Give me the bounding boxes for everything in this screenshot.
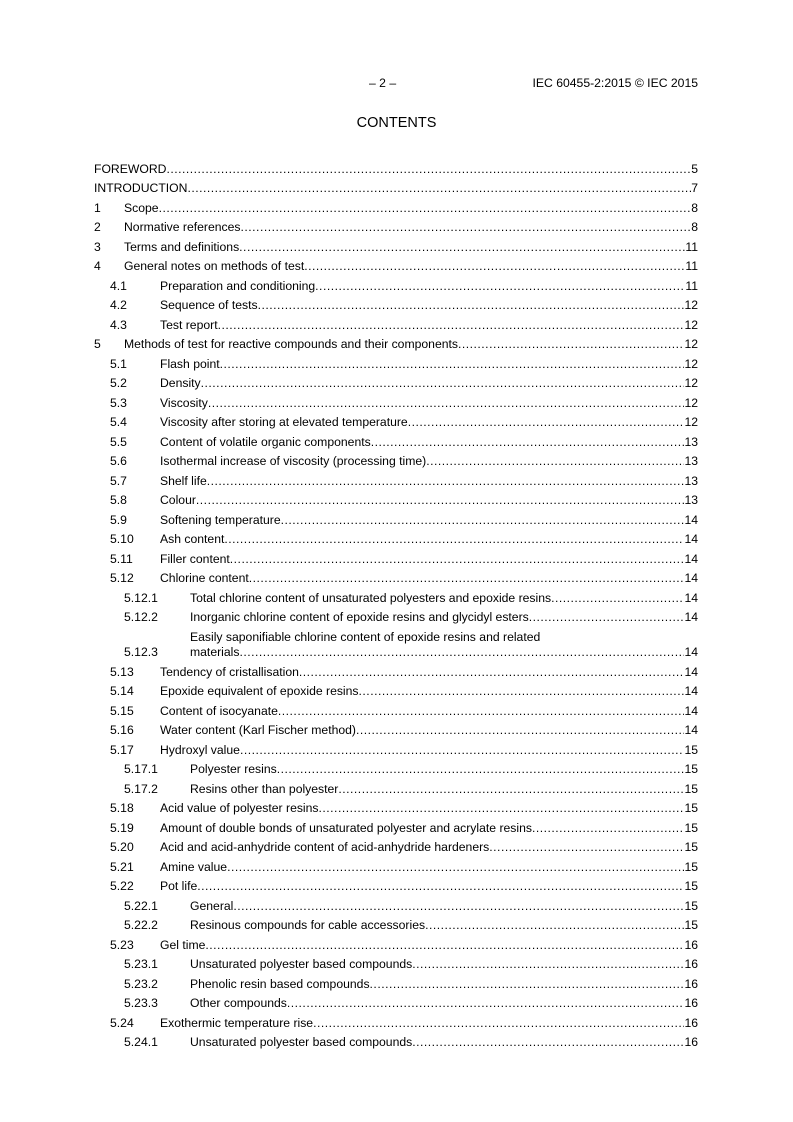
- toc-entry-title: Epoxide equivalent of epoxide resins: [160, 684, 359, 698]
- dot-leader: [241, 220, 692, 235]
- toc-entry-number: 5.23.2: [124, 976, 158, 991]
- toc-entry-title: Water content (Karl Fischer method): [160, 723, 356, 737]
- toc-entry-number: 5.7: [110, 473, 127, 488]
- dot-leader: [370, 977, 685, 992]
- toc-entry-page: 11: [685, 278, 698, 293]
- toc-entry-page: 13: [684, 473, 698, 488]
- toc-entry-title: Sequence of tests: [160, 298, 258, 312]
- toc-entry-title: Terms and definitions: [124, 239, 240, 254]
- toc-entry-number: 5.5: [110, 434, 127, 449]
- dot-leader: [224, 532, 684, 547]
- toc-entry-title: Isothermal increase of viscosity (processing time): [160, 454, 427, 468]
- toc-entry-page: 16: [684, 1035, 698, 1049]
- toc-entry-number: 5.24.1: [124, 1035, 158, 1049]
- toc-entry-title: Content of isocyanate: [160, 703, 278, 718]
- toc-entry[interactable]: [94, 430, 698, 450]
- toc-entry-title: Density: [160, 376, 201, 390]
- toc-entry-number: 4.2: [110, 298, 127, 312]
- toc-entry-number: 5.12.2: [124, 610, 158, 624]
- toc-entry-number: 5.17.2: [124, 781, 158, 796]
- dot-leader: [207, 474, 685, 489]
- toc-entry-title: Pot life: [160, 879, 198, 893]
- dot-leader: [551, 591, 684, 606]
- toc-entry-number: 3: [94, 239, 101, 254]
- toc-entry-number: 5.17.1: [124, 762, 158, 776]
- dot-leader: [408, 415, 685, 430]
- toc-entry-page: 14: [684, 551, 698, 566]
- toc-entry-title: Ash content: [160, 532, 225, 546]
- toc-entry[interactable]: [94, 992, 698, 1012]
- toc-entry[interactable]: [94, 797, 698, 817]
- toc-entry-title: Chlorine content: [160, 571, 249, 585]
- toc-entry-title: Acid value of polyester resins: [160, 801, 319, 815]
- toc-entry-title: Total chlorine content of unsaturated polyesters and epoxide resins: [190, 590, 552, 605]
- toc-entry-page: 8: [691, 200, 698, 215]
- toc-entry-number: 5.4: [110, 415, 127, 429]
- toc-entry-number: 5.12: [110, 571, 134, 585]
- toc-entry[interactable]: [94, 699, 698, 719]
- toc-entry-page: 15: [684, 762, 698, 776]
- toc-entry-title: Amount of double bonds of unsaturated polyester and acrylate resins: [160, 820, 532, 835]
- dot-leader: [201, 376, 685, 391]
- toc-entry-page: 13: [684, 493, 698, 507]
- toc-entry-page: 15: [684, 898, 698, 913]
- dot-leader: [371, 435, 685, 450]
- page-title: CONTENTS: [356, 115, 437, 131]
- toc-entry-title: Hydroxyl value: [160, 742, 240, 757]
- dot-leader: [239, 645, 684, 660]
- dot-leader: [205, 938, 684, 953]
- toc-entry-number: 5.18: [110, 801, 134, 815]
- dot-leader: [426, 454, 684, 469]
- toc-entry[interactable]: [94, 660, 698, 680]
- toc-entry[interactable]: [94, 816, 698, 836]
- toc-entry-page: 12: [684, 337, 698, 351]
- toc-entry-title: Flash point: [160, 356, 220, 371]
- toc-entry-title: FOREWORD: [94, 161, 167, 176]
- toc-entry-number: 5.8: [110, 493, 127, 507]
- toc-entry-title: Gel time: [160, 937, 206, 952]
- page-header: [0, 76, 793, 92]
- dot-leader: [356, 723, 684, 738]
- toc-entry[interactable]: [94, 352, 698, 372]
- toc-entry-page: 15: [684, 781, 698, 796]
- toc-entry-title: Filler content: [160, 551, 230, 566]
- toc-entry[interactable]: [94, 528, 698, 548]
- toc-entry[interactable]: [94, 450, 698, 470]
- dot-leader: [218, 318, 685, 333]
- toc-entry-page: 7: [691, 181, 698, 195]
- toc-entry[interactable]: [94, 333, 698, 353]
- toc-entry-page: 14: [684, 532, 698, 546]
- dot-leader: [196, 493, 685, 508]
- toc-entry-page: 11: [685, 259, 698, 273]
- dot-leader: [278, 704, 685, 719]
- toc-entry-page: 14: [684, 723, 698, 737]
- toc-entry-page: 14: [684, 610, 698, 624]
- toc-entry-number: 4.1: [110, 278, 127, 293]
- toc-entry[interactable]: [94, 255, 698, 275]
- toc-entry[interactable]: [94, 216, 698, 236]
- toc-entry[interactable]: [94, 972, 698, 992]
- toc-entry-page: 14: [684, 703, 698, 718]
- toc-entry-page: 15: [684, 859, 698, 874]
- toc-entry-title: Easily saponifiable chlorine content of epoxide resins and related: [190, 630, 541, 644]
- toc-entry[interactable]: [94, 680, 698, 700]
- toc-entry[interactable]: [94, 894, 698, 914]
- toc-entry[interactable]: [94, 606, 698, 626]
- toc-entry-number: 5.12.3: [124, 645, 158, 659]
- page-number: – 2 –: [369, 76, 397, 90]
- toc-entry[interactable]: [94, 391, 698, 411]
- toc-entry[interactable]: [94, 372, 698, 392]
- dot-leader: [197, 879, 684, 894]
- toc-entry-title: Viscosity after storing at elevated temperature: [160, 415, 408, 429]
- toc-entry-page: 12: [684, 415, 698, 429]
- toc-entry-page: 14: [684, 664, 698, 679]
- dot-leader: [319, 801, 685, 816]
- toc-entry-number: 5.12.1: [124, 590, 158, 605]
- dot-leader: [299, 665, 685, 680]
- toc-entry-page: 11: [685, 239, 698, 254]
- toc-entry-number: 5.15: [110, 703, 134, 718]
- toc-entry-number: 5.14: [110, 684, 134, 698]
- toc-entry-page: 12: [684, 395, 698, 410]
- toc-entry[interactable]: [94, 914, 698, 934]
- toc-entry[interactable]: [94, 508, 698, 528]
- toc-entry-title: Polyester resins: [190, 762, 277, 776]
- toc-entry-title: Methods of test for reactive compounds and their components: [124, 337, 458, 351]
- toc-entry-number: 5.16: [110, 723, 134, 737]
- toc-entry[interactable]: [94, 294, 698, 314]
- toc-entry-title: INTRODUCTION: [94, 181, 188, 195]
- toc-entry-page: 14: [684, 512, 698, 527]
- toc-entry[interactable]: [94, 411, 698, 431]
- toc-entry-number: 5.23: [110, 937, 134, 952]
- toc-entry[interactable]: [94, 586, 698, 606]
- toc-entry-number: 5.6: [110, 454, 127, 468]
- dot-leader: [315, 279, 685, 294]
- toc-entry[interactable]: [94, 313, 698, 333]
- toc-entry-title: General: [190, 898, 234, 913]
- toc-entry-title: Colour: [160, 493, 196, 507]
- toc-entry-title: Tendency of cristallisation: [160, 664, 299, 679]
- toc-entry-number: 5.22.1: [124, 898, 158, 913]
- dot-leader: [532, 821, 684, 836]
- toc-entry[interactable]: [94, 547, 698, 567]
- toc-entry-title: Viscosity: [160, 395, 208, 410]
- toc-entry[interactable]: [94, 489, 698, 509]
- toc-entry-page: 15: [684, 820, 698, 835]
- toc-entry-page: 12: [684, 317, 698, 332]
- toc-entry-number: 5.22.2: [124, 918, 158, 932]
- toc-entry-page: 13: [684, 454, 698, 468]
- toc-entry-title: Content of volatile organic components: [160, 434, 371, 449]
- toc-entry-number: 1: [94, 200, 101, 215]
- toc-entry-title: Resinous compounds for cable accessories: [190, 918, 426, 932]
- dot-leader: [230, 552, 685, 567]
- toc-entry[interactable]: [94, 157, 698, 177]
- toc-entry[interactable]: [94, 875, 698, 895]
- document-reference: IEC 60455-2:2015 © IEC 2015: [532, 76, 698, 90]
- toc-entry-title: Phenolic resin based compounds: [190, 976, 370, 991]
- dot-leader: [359, 684, 685, 699]
- dot-leader: [249, 571, 685, 586]
- toc-entry[interactable]: [94, 777, 698, 797]
- toc-entry[interactable]: [94, 625, 698, 660]
- toc-entry-number: 5.11: [110, 551, 133, 566]
- toc-entry-page: 16: [684, 996, 698, 1010]
- dot-leader: [313, 1016, 684, 1031]
- dot-leader: [220, 357, 685, 372]
- toc-entry-title: Unsaturated polyester based compounds: [190, 1035, 413, 1049]
- toc-entry[interactable]: [94, 196, 698, 216]
- toc-entry-page: 16: [684, 957, 698, 971]
- toc-entry-page: 15: [684, 879, 698, 893]
- toc-entry-title: Other compounds: [190, 996, 287, 1010]
- toc-entry-number: 4: [94, 259, 101, 273]
- toc-entry[interactable]: [94, 758, 698, 778]
- table-of-contents: [94, 157, 698, 1050]
- toc-entry-page: 12: [684, 356, 698, 371]
- toc-entry-number: 5.17: [110, 742, 134, 757]
- toc-entry-title: Acid and acid-anhydride content of acid-anhydride hardeners: [160, 840, 490, 854]
- toc-entry[interactable]: [94, 469, 698, 489]
- toc-entry[interactable]: [94, 235, 698, 255]
- dot-leader: [425, 918, 684, 933]
- dot-leader: [159, 201, 692, 216]
- toc-entry-title: Softening temperature: [160, 512, 281, 527]
- toc-entry-number: 5.13: [110, 664, 134, 679]
- toc-entry-title: Inorganic chlorine content of epoxide resins and glycidyl esters: [190, 610, 529, 624]
- dot-leader: [412, 1035, 684, 1050]
- toc-entry[interactable]: [94, 953, 698, 973]
- toc-entry-page: 14: [684, 590, 698, 605]
- dot-leader: [187, 181, 691, 196]
- toc-entry-page: 16: [684, 976, 698, 991]
- toc-entry-page: 16: [684, 1015, 698, 1030]
- toc-entry-number: 5.9: [110, 512, 127, 527]
- toc-entry-page: 12: [684, 298, 698, 312]
- toc-entry[interactable]: [94, 567, 698, 587]
- dot-leader: [239, 240, 685, 255]
- toc-entry[interactable]: [94, 933, 698, 953]
- dot-leader: [281, 513, 685, 528]
- toc-entry-page: 8: [691, 220, 698, 234]
- toc-entry-title-continued: materials: [190, 645, 240, 659]
- toc-entry-number: 5.1: [110, 356, 127, 371]
- dot-leader: [489, 840, 684, 855]
- toc-entry[interactable]: [94, 855, 698, 875]
- toc-entry-title: Amine value: [160, 859, 228, 874]
- toc-entry-number: 5.23.3: [124, 996, 158, 1010]
- toc-entry-page: 15: [684, 801, 698, 815]
- toc-entry-title: Normative references: [124, 220, 241, 234]
- dot-leader: [412, 957, 684, 972]
- toc-entry-page: 14: [684, 571, 698, 585]
- dot-leader: [458, 337, 684, 352]
- dot-leader: [240, 743, 685, 758]
- toc-entry-page: 14: [684, 684, 698, 698]
- toc-entry-title: Resins other than polyester: [190, 781, 339, 796]
- dot-leader: [338, 782, 684, 797]
- toc-entry-number: 5.2: [110, 376, 127, 390]
- toc-entry[interactable]: [94, 1031, 698, 1051]
- dot-leader: [227, 860, 684, 875]
- toc-entry-number: 5.10: [110, 532, 134, 546]
- toc-entry-number: 5.22: [110, 879, 134, 893]
- toc-entry[interactable]: [94, 274, 698, 294]
- toc-entry[interactable]: [94, 719, 698, 739]
- toc-entry-number: 4.3: [110, 317, 127, 332]
- toc-entry-page: 15: [684, 840, 698, 854]
- toc-entry-title: Exothermic temperature rise: [160, 1015, 314, 1030]
- toc-entry[interactable]: [94, 738, 698, 758]
- dot-leader: [258, 298, 685, 313]
- toc-entry-title: General notes on methods of test: [124, 259, 305, 273]
- toc-entry-page: 13: [684, 434, 698, 449]
- toc-entry-number: 5.3: [110, 395, 127, 410]
- toc-entry-title: Preparation and conditioning: [160, 278, 316, 293]
- dot-leader: [208, 396, 685, 411]
- toc-entry-number: 5.19: [110, 820, 134, 835]
- toc-entry[interactable]: [94, 836, 698, 856]
- toc-entry-page: 14: [684, 645, 698, 659]
- toc-entry[interactable]: [94, 1011, 698, 1031]
- toc-entry[interactable]: [94, 177, 698, 197]
- toc-entry-number: 5: [94, 337, 101, 351]
- dot-leader: [304, 259, 685, 274]
- toc-entry-number: 5.24: [110, 1015, 134, 1030]
- toc-entry-page: 15: [684, 918, 698, 932]
- dot-leader: [287, 996, 685, 1011]
- toc-entry-title: Test report: [160, 317, 218, 332]
- toc-entry-number: 5.23.1: [124, 957, 158, 971]
- toc-entry-page: 16: [684, 937, 698, 952]
- toc-entry-number: 2: [94, 220, 101, 234]
- toc-entry-title: Scope: [124, 200, 159, 215]
- toc-entry-page: 12: [684, 376, 698, 390]
- toc-entry-title: Unsaturated polyester based compounds: [190, 957, 413, 971]
- toc-entry-title: Shelf life: [160, 473, 207, 488]
- dot-leader: [529, 610, 685, 625]
- dot-leader: [277, 762, 685, 777]
- dot-leader: [233, 899, 684, 914]
- toc-entry-number: 5.21: [110, 859, 134, 874]
- toc-entry-number: 5.20: [110, 840, 134, 854]
- dot-leader: [166, 162, 691, 177]
- toc-entry-page: 15: [684, 742, 698, 757]
- toc-entry-page: 5: [691, 161, 698, 176]
